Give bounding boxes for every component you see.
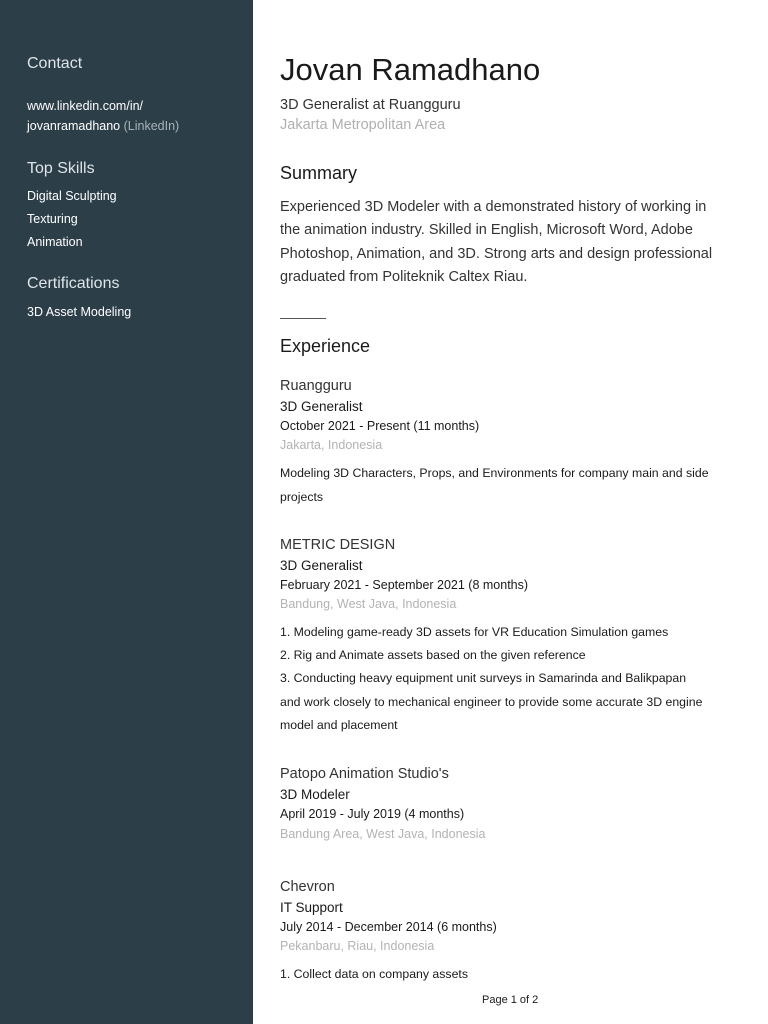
job-location: Pekanbaru, Riau, Indonesia bbox=[280, 939, 435, 953]
sidebar bbox=[0, 0, 253, 1024]
section-divider bbox=[280, 318, 326, 319]
profile-name: Jovan Ramadhano bbox=[280, 52, 541, 87]
summary-heading: Summary bbox=[280, 163, 358, 183]
job-company: Chevron bbox=[280, 879, 335, 895]
job-title: 3D Generalist bbox=[280, 558, 363, 573]
linkedin-url-line2: jovanramadhano bbox=[27, 119, 121, 133]
job-dates: July 2014 - December 2014 (6 months) bbox=[280, 920, 497, 934]
summary-line: graduated from Politeknik Caltex Riau. bbox=[280, 268, 528, 285]
job-description-line: 1. Collect data on company assets bbox=[280, 967, 468, 981]
skill-item: Digital Sculpting bbox=[27, 189, 117, 203]
job-location: Bandung Area, West Java, Indonesia bbox=[280, 827, 486, 841]
job-description-line: 3. Conducting heavy equipment unit surveys in Samarinda and Balikpapan bbox=[280, 671, 687, 685]
job-dates: October 2021 - Present (11 months) bbox=[280, 419, 480, 433]
linkedin-link[interactable] bbox=[27, 96, 179, 136]
summary-line: Photoshop, Animation, and 3D. Strong arts and design professional bbox=[280, 245, 713, 262]
profile-location: Jakarta Metropolitan Area bbox=[280, 117, 446, 133]
page-number: Page 1 of 2 bbox=[482, 994, 539, 1006]
summary-text bbox=[280, 196, 742, 289]
job-location: Bandung, West Java, Indonesia bbox=[280, 597, 457, 611]
job-description-line: projects bbox=[280, 490, 324, 504]
job-dates: April 2019 - July 2019 (4 months) bbox=[280, 807, 465, 821]
job-title: 3D Modeler bbox=[280, 787, 350, 802]
job-company: Patopo Animation Studio's bbox=[280, 766, 449, 782]
job-title: IT Support bbox=[280, 900, 343, 915]
job-dates: February 2021 - September 2021 (8 months) bbox=[280, 578, 529, 592]
job-company: Ruangguru bbox=[280, 378, 352, 394]
skill-item: Texturing bbox=[27, 212, 78, 226]
skill-item: Animation bbox=[27, 235, 83, 249]
linkedin-url-line1: www.linkedin.com/in/ bbox=[27, 99, 144, 113]
job-description-line: Modeling 3D Characters, Props, and Environments for company main and side bbox=[280, 466, 709, 480]
linkedin-label: (LinkedIn) bbox=[120, 119, 180, 133]
certifications-heading: Certifications bbox=[27, 275, 120, 292]
contact-heading: Contact bbox=[27, 55, 83, 72]
summary-line: Experienced 3D Modeler with a demonstrated history of working in bbox=[280, 199, 707, 215]
profile-headline: 3D Generalist at Ruangguru bbox=[280, 97, 461, 113]
job-location: Jakarta, Indonesia bbox=[280, 438, 383, 452]
summary-line: the animation industry. Skilled in English, Microsoft Word, Adobe bbox=[280, 222, 693, 239]
job-description-line: model and placement bbox=[280, 718, 398, 732]
job-description-line: 1. Modeling game-ready 3D assets for VR Education Simulation games bbox=[280, 625, 669, 639]
top-skills-heading: Top Skills bbox=[27, 160, 95, 177]
experience-heading: Experience bbox=[280, 336, 371, 356]
job-description-line: and work closely to mechanical engineer to provide some accurate 3D engine bbox=[280, 695, 703, 709]
job-title: 3D Generalist bbox=[280, 399, 363, 414]
job-company: METRIC DESIGN bbox=[280, 537, 396, 553]
job-description-line: 2. Rig and Animate assets based on the given reference bbox=[280, 648, 586, 662]
certification-item: 3D Asset Modeling bbox=[27, 305, 132, 319]
